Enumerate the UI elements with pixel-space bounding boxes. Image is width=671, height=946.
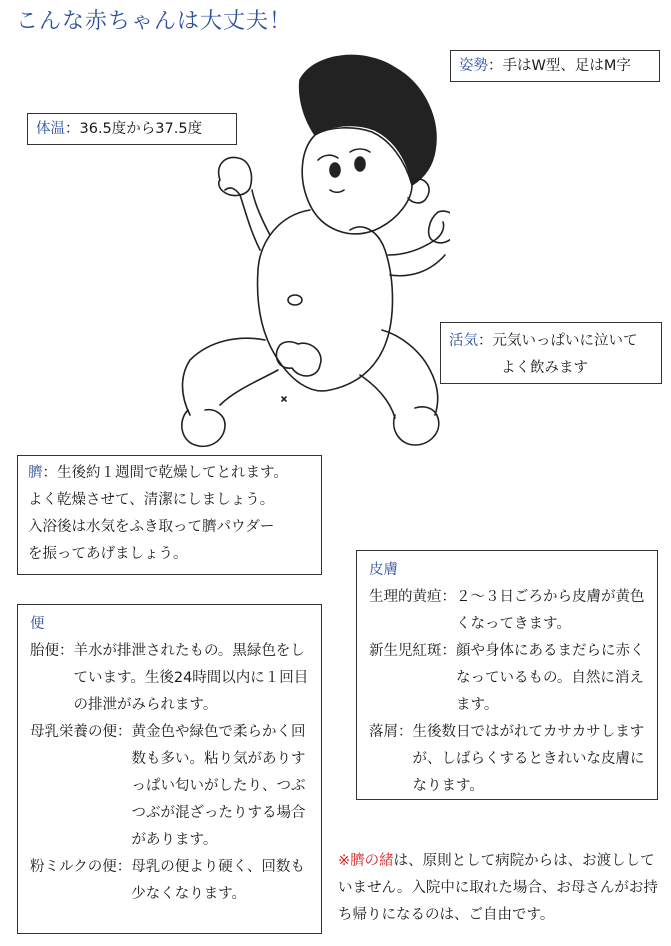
stool-box xyxy=(17,604,322,934)
temperature-label: 体温 xyxy=(36,121,65,137)
navel-line2: よく乾燥させて、清潔にしましょう。 xyxy=(28,492,275,508)
vitality-separator: ： xyxy=(478,333,493,349)
navel-separator: ： xyxy=(42,465,57,481)
stool-desc: 羊水が排泄されたもの。黒緑色をしています。生後24時間以内に１回目の排泄がみられます。 xyxy=(73,643,309,713)
stool-term: 母乳栄養の便： xyxy=(30,724,132,740)
posture-separator: ： xyxy=(488,58,503,74)
vitality-line1: 元気いっぱいに泣いて xyxy=(492,333,638,349)
navel-label: 臍 xyxy=(28,465,43,481)
skin-box xyxy=(356,550,658,800)
stool-term: 胎便： xyxy=(30,643,74,659)
skin-item xyxy=(369,719,645,800)
stool-term: 粉ミルクの便： xyxy=(30,859,132,875)
navel-line1: 生後約１週間で乾燥してとれます。 xyxy=(57,465,288,481)
skin-term: 生理的黄疸： xyxy=(369,589,456,605)
page-title: こんな赤ちゃんは大丈夫！ xyxy=(16,9,293,34)
skin-desc: 顔や身体にあるまだらに赤くなっているもの。自然に消えます。 xyxy=(456,643,645,713)
stool-item xyxy=(30,638,309,719)
stool-desc: 黄金色や緑色で柔らかく回数も多い。粘り気がありすっぱい匂いがしたり、つぶつぶが混ざったりする場合があります。 xyxy=(131,724,306,848)
navel-line4: を振ってあげましょう。 xyxy=(28,546,188,562)
navel-line3: 入浴後は水気をふき取って臍パウダー xyxy=(28,519,275,535)
posture-text: 手はW型、足はM字 xyxy=(502,58,631,74)
stool-item xyxy=(30,719,309,854)
posture-box xyxy=(450,50,660,82)
stool-desc: 母乳の便より硬く、回数も少なくなります。 xyxy=(131,859,305,902)
note-highlight: 臍の緒 xyxy=(350,853,394,869)
skin-desc: 生後数日ではがれてカサカサしますが、しばらくするときれいな皮膚になります。 xyxy=(412,724,645,794)
skin-desc: ２～３日ごろから皮膚が黄色くなってきます。 xyxy=(456,589,645,632)
temperature-box xyxy=(27,113,237,145)
vitality-box xyxy=(440,322,662,384)
vitality-line2: よく飲みます xyxy=(501,360,588,376)
skin-item xyxy=(369,638,645,719)
note-text: は、原則として病院からは、お渡ししていません。入院中に取れた場合、お母さんがお持ち帰りになるのは、ご自由です。 xyxy=(338,853,658,923)
umbilical-cord-note xyxy=(338,848,663,929)
vitality-label: 活気 xyxy=(449,333,478,349)
stool-item xyxy=(30,854,309,908)
note-mark: ※ xyxy=(338,853,351,869)
temperature-separator: ： xyxy=(65,121,80,137)
skin-term: 落屑： xyxy=(369,724,413,740)
temperature-text: 36.5度から37.5度 xyxy=(79,121,203,137)
navel-box xyxy=(17,455,322,575)
skin-heading: 皮膚 xyxy=(369,562,398,578)
stool-heading: 便 xyxy=(30,616,45,632)
skin-term: 新生児紅斑： xyxy=(369,643,456,659)
skin-item xyxy=(369,584,645,638)
baby-illustration xyxy=(150,40,450,460)
posture-label: 姿勢 xyxy=(459,58,488,74)
